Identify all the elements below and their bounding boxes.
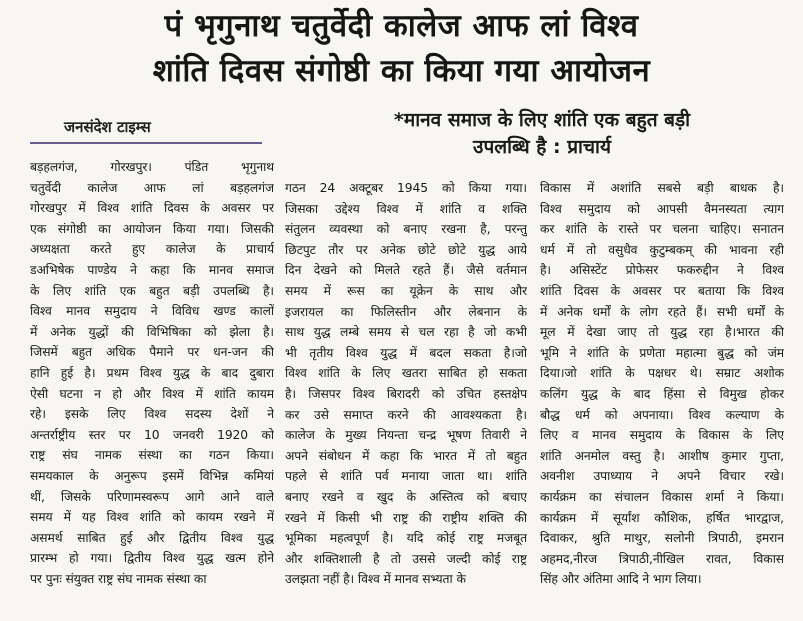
- article-line: अन्तर्राष्ट्रीय स्तर पर 10 जनवरी 1920 को: [30, 427, 274, 442]
- article-line: में अनेक धर्मों के लोग रहते हैं। सभी धर्मों के: [540, 304, 784, 319]
- byline-rule: [30, 142, 262, 144]
- article-line: शांति दिवस के अवसर पर बताया कि विश्व: [540, 283, 784, 298]
- article-line: गोरखपुर में विश्व शांति दिवस के अवसर पर: [30, 201, 274, 216]
- article-line: है। असिस्टेंट प्रोफेसर फकरुद्दीन ने विश्व: [540, 263, 784, 278]
- article-column-2: [285, 178, 527, 590]
- article-line: में अनेक युद्धों की विभिषिका को झेला है।: [30, 324, 274, 339]
- article-line: उलझता नहीं है। विश्व में मानव सभ्यता के: [285, 572, 466, 587]
- article-line: असमर्थ साबित हुई और द्वितीय विश्व युद्ध: [30, 530, 274, 545]
- subheadline-line-1: *मानव समाज के लिए शांति एक बहुत बड़ी: [393, 109, 691, 131]
- article-line: कर उसे समाप्त करने की आवश्यकता है।: [285, 407, 527, 422]
- article-line: हानि हुई है। प्रथम विश्व युद्ध के बाद दुबारा: [30, 365, 274, 380]
- article-line: एक संगोष्ठी का आयोजन किया गया। जिसकी: [30, 221, 274, 236]
- article-line: दिवाकर, श्रुति माथुर, सलोनी त्रिपाठी, इमरान: [540, 531, 784, 546]
- article-column-1: [30, 157, 274, 589]
- subheadline: [282, 107, 802, 161]
- article-line: अध्यक्षता करते हुए कालेज के प्राचार्य: [30, 242, 274, 257]
- article-line: गठन 24 अक्टूबर 1945 को किया गया।: [285, 181, 527, 195]
- article-line: भी तृतीय विश्व युद्ध में बदल सकता है।जो: [285, 345, 527, 360]
- article-line: इजरायल का फिलिस्तीन और लेबनान के: [285, 304, 527, 319]
- article-line: कार्यक्रम का संचालन विकास शर्मा ने किया।: [540, 489, 784, 504]
- article-line: कार्यक्रम में सूर्यांश कौशिक, हर्षित भारद्वाज,: [540, 510, 784, 525]
- article-line: जिसका उद्देश्य विश्व में शांति व शक्ति: [285, 201, 527, 216]
- article-line: मूल में देखा जाए तो युद्ध रहा है।भारत की: [540, 325, 784, 340]
- article-line: थीं, जिसके परिणामस्वरूप आगे आने वाले: [30, 489, 274, 504]
- article-line: विकास में अशांति सबसे बड़ी बाधक है।: [540, 181, 784, 195]
- article-line: कलिंग युद्ध के बाद हिंसा से विमुख होकर: [540, 386, 784, 401]
- article-line: अवनीश उपाध्याय ने अपने विचार रखे।: [540, 469, 784, 484]
- article-column-3: [540, 178, 784, 590]
- article-line: विश्व शांति के लिए खतरा साबित हो सकता: [285, 366, 527, 381]
- article-line: डअभिषेक पाण्डेय ने कहा कि मानव समाज: [30, 262, 274, 277]
- article-line: राष्ट्र संघ नामक संस्था का गठन किया।: [30, 448, 274, 463]
- article-line: कर शांति के रास्ते पर चलना चाहिए। सनातन: [540, 222, 784, 237]
- article-line: कालेज के मुख्य नियन्ता चन्द्र भूषण तिवारी ने: [285, 428, 527, 443]
- article-line: है। जिसपर विश्व बिरादरी को उचित हस्तक्षेप: [285, 386, 527, 401]
- article-line: और शक्तिशाली है तो उससे जल्दी कोई राष्ट्र: [285, 551, 527, 566]
- article-line: समय में रूस का यूक्रेन के साथ और: [285, 283, 527, 298]
- byline: जनसंदेश टाइम्स: [64, 118, 151, 136]
- subheadline-line-2: उपलब्धि है : प्राचार्य: [473, 136, 611, 158]
- article-line: भूमि ने शांति के प्रणेता महात्मा बुद्ध को जंम: [540, 345, 784, 360]
- article-line: शांति अनमोल वस्तु है। आशीष कुमार गुप्ता,: [540, 448, 784, 463]
- article-line: सिंह और अंतिमा आदि ने भाग लिया।: [540, 572, 702, 587]
- article-line: बनाए रखने व खुद के अस्तित्व को बचाए: [285, 489, 527, 504]
- article-line: धर्म में तो वसुधैव कुटुम्बकम् की भावना रही: [540, 242, 784, 257]
- article-line: साथ युद्ध लम्बे समय से चल रहा है जो कभी: [285, 325, 527, 340]
- article-line: जिसमें बहुत अधिक पैमाने पर धन-जन की: [30, 345, 274, 360]
- article-line: पहले से शांति पर्व मनाया जाता था। शांति: [285, 469, 527, 484]
- article-line: चतुर्वेदी कालेज आफ लां बड़हलगंज: [30, 180, 274, 195]
- article-line: भूमिका महत्वपूर्ण है। यदि कोई राष्ट्र मजबूत: [285, 531, 527, 546]
- article-line: ऐसी घटना न हो और विश्व में शांति कायम: [30, 386, 274, 401]
- article-line: पर पुनः संयुक्त राष्ट्र संघ नामक संस्था का: [30, 571, 207, 586]
- article-line: दिया।जो शांति के पक्षधर थे। सम्राट अशोक: [540, 366, 784, 381]
- article-line: रहे। इसके लिए विश्व सदस्य देशों ने: [30, 407, 274, 422]
- article-line: रखने में किसी भी राष्ट्र की राष्ट्रीय शक्ति की: [285, 510, 527, 525]
- headline: [0, 4, 803, 94]
- article-line: अहमद,नीरज त्रिपाठी,नीखिल रावत, विकास: [540, 551, 784, 566]
- article-line: के लिए शांति एक बहुत बड़ी उपलब्धि है।: [30, 283, 274, 298]
- article-line: विश्व समुदाय को आपसी वैमनस्यता त्याग: [540, 201, 784, 216]
- article-line: अपने संबोधन में कहा कि भारत में तो बहुत: [285, 448, 527, 463]
- article-line: बौद्ध धर्म को अपनाया। विश्व कल्याण के: [540, 407, 784, 422]
- article-line: विश्व मानव समुदाय ने विविध खण्ड कालों: [30, 304, 274, 319]
- article-line: छिटपुट तौर पर अनेक छोटे छोटे युद्ध आये: [285, 242, 527, 257]
- article-line: संतुलन व्यवस्था को बनाए रखना है, परन्तु: [285, 222, 527, 237]
- headline-line-2: शांति दिवस संगोष्ठी का किया गया आयोजन: [152, 53, 651, 89]
- article-line: दिन देखने को मिलते रहते हैं। जैसे वर्तमान: [285, 263, 527, 278]
- article-line: समय में यह विश्व शांति को कायम रखने में: [30, 510, 274, 525]
- article-line: समयकाल के अनुरूप इसमें विभिन्न कमियां: [30, 468, 274, 483]
- article-line: बड़हलगंज, गोरखपुर। पंडित भृगुनाथ: [30, 160, 274, 174]
- article-line: लिए व मानव समुदाय के विकास के लिए: [540, 428, 784, 443]
- article-line: प्रारम्भ हो गया। द्वितीय विश्व युद्ध खत्म होने: [30, 551, 274, 566]
- headline-line-1: पं भृगुनाथ चतुर्वेदी कालेज आफ लां विश्व: [164, 8, 639, 44]
